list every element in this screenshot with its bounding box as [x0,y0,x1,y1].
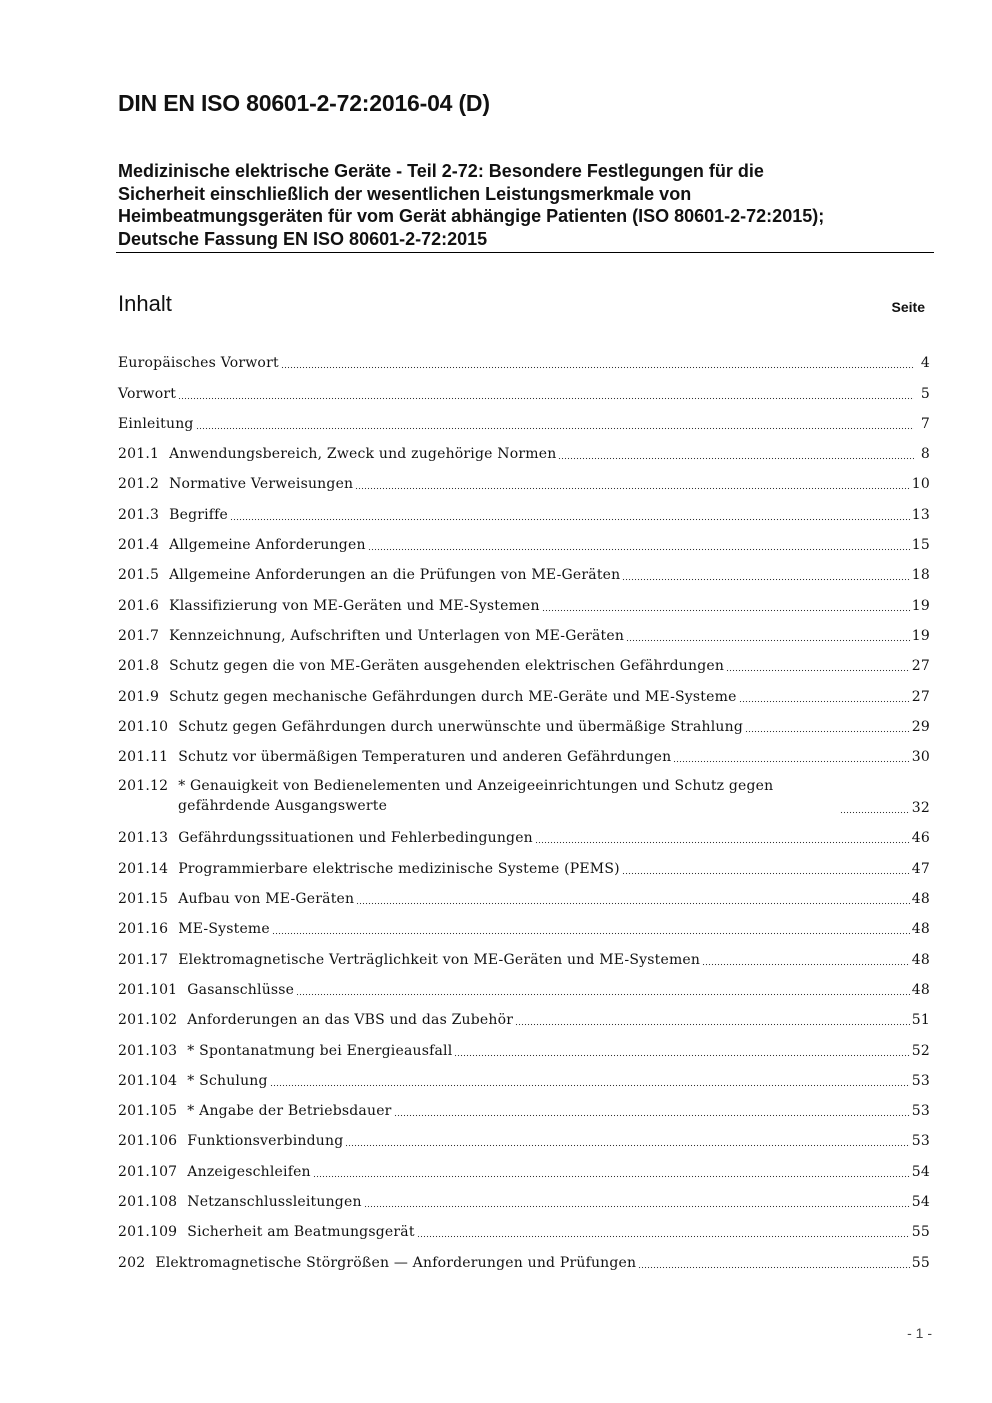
toc-entry-text: Sicherheit am Beatmungsgerät [187,1224,415,1241]
toc-entry-page: 30 [911,749,930,766]
toc-entry-text: Vorwort [118,385,177,402]
toc-entry[interactable] [118,1033,930,1063]
toc-entry-title [118,446,556,462]
toc-entry[interactable] [118,376,930,406]
toc-entry[interactable] [118,1124,930,1154]
toc-leader-dots [356,891,910,905]
toc-entry[interactable] [118,497,930,527]
toc-entry-title [118,830,533,846]
toc-entry[interactable] [118,942,930,972]
toc-leader-dots [281,355,914,369]
toc-entry-text: Allgemeine Anforderungen [169,537,366,554]
toc-entry-title [118,537,366,553]
toc-entry-title [118,476,353,492]
toc-leader-dots [745,719,910,733]
toc-entry-text: Begriffe [169,506,229,523]
toc-entry-title [118,1224,415,1240]
toc-entry[interactable] [118,882,930,912]
toc-entry-page: 52 [911,1042,930,1059]
toc-entry[interactable] [118,619,930,649]
toc-entry-page: 55 [911,1224,930,1241]
toc-entry-number: 201.14 [118,860,169,877]
toc-entry-title [118,776,838,816]
toc-leader-dots [673,749,909,763]
toc-entry-page: 19 [911,597,930,614]
toc-entry-page: 53 [911,1133,930,1150]
toc-entry-page: 18 [911,567,930,584]
toc-entry-page: 47 [911,860,930,877]
toc-entry-number: 201.17 [118,951,169,968]
toc-leader-dots [542,598,910,612]
toc-entry-text: Aufbau von ME-Geräten [178,891,355,908]
toc-leader-dots [368,537,910,551]
toc-entry-title [118,982,294,998]
toc-entry[interactable] [118,1215,930,1245]
toc-entry-page: 5 [920,385,930,402]
toc-entry-text: Europäisches Vorwort [118,355,279,372]
toc-entry-number: 201.1 [118,446,160,463]
title-line: Sicherheit einschließlich der wesentlichen Leistungsmerkmale von [118,183,692,204]
toc-entry-number: 201.102 [118,1012,178,1029]
toc-entry-text: Anforderungen an das VBS und das Zubehör [187,1012,514,1029]
toc-entry-title [118,567,620,583]
toc-heading: Inhalt [118,291,172,316]
toc-entry-number: 202 [118,1254,146,1271]
toc-entry[interactable] [118,1245,930,1275]
toc-entry-text: Funktionsverbindung [187,1133,344,1150]
toc-leader-dots [230,507,910,521]
toc-leader-dots [355,476,910,490]
toc-entry-text: Programmierbare elektrische medizinische Systeme (PEMS) [178,860,620,877]
toc-entry-page: 19 [911,627,930,644]
toc-entry-page: 55 [911,1254,930,1271]
toc-entry-title [118,749,671,765]
toc-entry-title [118,689,737,705]
toc-entry[interactable] [118,679,930,709]
toc-entry[interactable] [118,1003,930,1033]
page-number-footer: - 1 - [907,1325,932,1341]
toc-entry[interactable] [118,710,930,740]
toc-entry-number: 201.6 [118,597,160,614]
toc-entry-page: 10 [911,476,930,493]
toc-leader-dots [178,386,914,400]
toc-entry-text: * Angabe der Betriebsdauer [187,1103,392,1120]
toc-entry-page: 4 [920,355,930,372]
toc-entry-title [118,952,700,968]
toc-entry-number: 201.15 [118,891,169,908]
toc-entry[interactable] [118,973,930,1003]
toc-entry-page: 7 [920,415,930,432]
toc-entry[interactable] [118,912,930,942]
toc-entry-number: 201.8 [118,658,160,675]
toc-entry-page: 29 [911,718,930,735]
toc-entry-number: 201.108 [118,1194,178,1211]
toc-entry[interactable] [118,1064,930,1094]
toc-entry-text: Gefährdungssituationen und Fehlerbedingungen [178,830,533,847]
toc-entry-page: 15 [911,537,930,554]
toc-entry-text: Klassifizierung von ME-Geräten und ME-Systemen [169,597,540,614]
toc-entry-page: 13 [911,506,930,523]
toc-entry[interactable] [118,437,930,467]
toc-entry-text: Schutz gegen Gefährdungen durch unerwünschte und übermäßige Strahlung [178,718,743,735]
toc-entry-title [118,1164,311,1180]
toc-entry-text: Elektromagnetische Störgrößen — Anforderungen und Prüfungen [155,1254,637,1271]
toc-entry-title [118,891,354,907]
toc-leader-dots [638,1255,910,1269]
toc-entry-text: Gasanschlüsse [187,981,295,998]
toc-entry-number: 201.4 [118,537,160,554]
toc-entry-text: Schutz gegen mechanische Gefährdungen durch ME-Geräte und ME-Systeme [169,688,737,705]
toc-entry[interactable] [118,1185,930,1215]
toc-entry-title [118,1255,636,1271]
document-id: DIN EN ISO 80601-2-72:2016-04 (D) [118,90,490,116]
toc-entry-number: 201.109 [118,1224,178,1241]
toc-entry[interactable] [118,821,930,851]
toc-leader-dots [739,689,910,703]
toc-leader-dots [840,800,910,814]
toc-entry-title [118,861,620,877]
toc-entry-title [118,1012,513,1028]
toc-entry-text: ME-Systeme [178,921,270,938]
toc-entry-page: 53 [911,1072,930,1089]
toc-entry-text: * Schulung [187,1072,268,1089]
toc-entry-title [118,1103,392,1119]
toc-leader-dots [622,567,909,581]
toc-leader-dots [272,921,910,935]
toc-entry[interactable] [118,1154,930,1184]
toc-entry-text: Elektromagnetische Verträglichkeit von ME-Geräten und ME-Systemen [178,951,701,968]
toc-leader-dots [622,861,910,875]
toc-leader-dots [626,628,910,642]
toc-entry-page: 48 [911,921,930,938]
toc-entry-page: 27 [911,688,930,705]
toc-leader-dots [702,952,910,966]
toc-leader-dots [364,1194,910,1208]
title-divider [116,252,934,253]
toc-leader-dots [558,446,914,460]
toc-leader-dots [270,1073,910,1087]
toc-leader-dots [535,830,910,844]
toc-entry-number: 201.11 [118,749,169,766]
toc-entry-title [118,1133,343,1149]
toc-entry-number: 201.106 [118,1133,178,1150]
toc-entry-page: 54 [911,1163,930,1180]
toc-entry-text: Kennzeichnung, Aufschriften und Unterlagen von ME-Geräten [169,627,625,644]
toc-entry-title [118,507,228,523]
toc-entry-number: 201.105 [118,1103,178,1120]
toc-entry[interactable] [118,528,930,558]
toc-entry-page: 46 [911,830,930,847]
toc-entry-title [118,416,194,432]
toc-entry-number: 201.13 [118,830,169,847]
toc-entry[interactable] [118,649,930,679]
toc-entry-text: * Genauigkeit von Bedienelementen und Anzeigeeinrichtungen und Schutz gegen [178,778,774,795]
toc-entry-number: 201.16 [118,921,169,938]
toc-entry-number: 201.104 [118,1072,178,1089]
toc-leader-dots [345,1133,909,1147]
table-of-contents [118,346,930,1276]
toc-entry-text: * Spontanatmung bei Energieausfall [187,1042,453,1059]
toc-leader-dots [417,1224,910,1238]
title-line: Medizinische elektrische Geräte - Teil 2-72: Besondere Festlegungen für die [118,161,764,181]
page-column-label: Seite [891,299,925,315]
toc-entry-text: Anzeigeschleifen [187,1163,311,1180]
toc-entry-page: 54 [911,1194,930,1211]
document-title [118,160,928,250]
toc-entry-text: Netzanschlussleitungen [187,1194,362,1211]
toc-entry-number: 201.5 [118,567,160,584]
toc-entry-page: 48 [911,951,930,968]
toc-entry-text: Normative Verweisungen [169,476,354,493]
toc-entry[interactable] [118,558,930,588]
toc-entry-number: 201.9 [118,688,160,705]
toc-entry-title [118,1194,362,1210]
toc-entry[interactable] [118,1094,930,1124]
toc-entry-title [118,1073,268,1089]
toc-entry[interactable] [118,851,930,881]
toc-entry-title [118,628,624,644]
toc-entry[interactable] [118,770,930,821]
toc-leader-dots [454,1043,909,1057]
toc-leader-dots [394,1103,910,1117]
toc-entry-number: 201.3 [118,506,160,523]
toc-entry[interactable] [118,346,930,376]
toc-entry-title [118,355,279,371]
toc-entry-text: Schutz gegen die von ME-Geräten ausgehenden elektrischen Gefährdungen [169,658,725,675]
toc-entry-text: Anwendungsbereich, Zweck und zugehörige Normen [169,446,557,463]
toc-leader-dots [515,1012,910,1026]
toc-entry[interactable] [118,740,930,770]
toc-entry-page: 32 [911,800,930,817]
toc-leader-dots [296,982,910,996]
toc-entry-page: 48 [911,891,930,908]
toc-leader-dots [196,416,914,430]
toc-entry-text-continued: gefährdende Ausgangswerte [178,798,388,815]
title-line: Heimbeatmungsgeräten für vom Gerät abhängige Patienten (ISO 80601-2-72:2015); [118,206,825,226]
toc-leader-dots [726,658,910,672]
toc-entry[interactable] [118,588,930,618]
toc-entry-title [118,719,743,735]
toc-entry-number: 201.10 [118,718,169,735]
toc-entry-page: 53 [911,1103,930,1120]
toc-entry-title [118,386,176,402]
toc-entry-title [118,658,724,674]
toc-leader-dots [313,1164,910,1178]
toc-entry-page: 51 [911,1012,930,1029]
toc-entry-text: Allgemeine Anforderungen an die Prüfungen von ME-Geräten [169,567,621,584]
toc-entry-title [118,921,270,937]
toc-entry-text: Schutz vor übermäßigen Temperaturen und anderen Gefährdungen [178,749,672,766]
toc-entry-page: 27 [911,658,930,675]
toc-entry-page: 48 [911,981,930,998]
toc-entry-number: 201.103 [118,1042,178,1059]
toc-entry-number: 201.7 [118,627,160,644]
title-line: Deutsche Fassung EN ISO 80601-2-72:2015 [118,228,488,249]
toc-entry-number: 201.2 [118,476,160,493]
toc-entry[interactable] [118,467,930,497]
toc-entry[interactable] [118,407,930,437]
toc-entry-page: 8 [920,446,930,463]
toc-entry-title [118,1043,452,1059]
toc-entry-title [118,598,540,614]
toc-entry-number: 201.12 [118,778,169,795]
toc-entry-number: 201.101 [118,981,178,998]
toc-entry-text: Einleitung [118,415,194,432]
toc-entry-number: 201.107 [118,1163,178,1180]
